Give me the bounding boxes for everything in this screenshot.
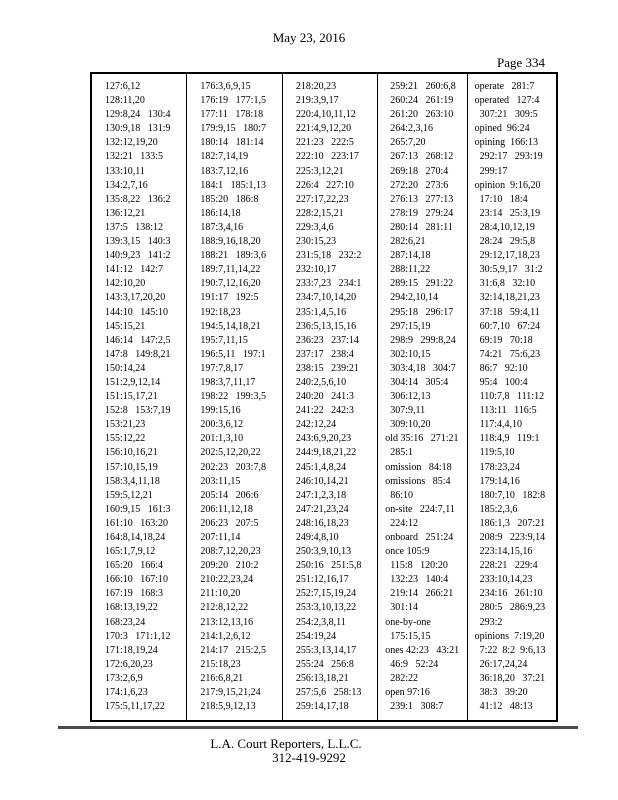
index-line: 302:10,15	[385, 348, 431, 360]
index-line: 211:10,20	[200, 588, 241, 600]
index-column-5	[467, 74, 556, 720]
index-line: 216:6,8,21	[200, 672, 244, 684]
index-line: 232:10,17	[295, 264, 337, 276]
index-line: 206:11,12,18	[200, 503, 253, 515]
index-line: 259:14,17,18	[295, 701, 349, 713]
index-line: 225:3,12,21	[295, 165, 344, 177]
index-line: 272:20 273:6	[385, 179, 449, 191]
index-line: 129:8,24 130:4	[105, 109, 171, 121]
index-line: 141:12 142:7	[105, 264, 164, 276]
index-line: 136:12,21	[105, 207, 146, 219]
index-line: 74:21 75:6,23	[474, 348, 541, 360]
index-line: 132:12,19,20	[105, 137, 158, 149]
index-line: 30:5,9,17 31:2	[474, 264, 543, 276]
index-line: 252:7,15,19,24	[295, 588, 357, 600]
index-line: 217:9,15,21,24	[200, 687, 261, 699]
index-line: 164:8,14,18,24	[105, 532, 166, 543]
index-line: ones 42:23 43:21	[385, 644, 460, 656]
index-line: 158:3,4,11,18	[105, 475, 160, 487]
index-column-3	[282, 74, 377, 720]
index-line: operate 281:7	[474, 81, 535, 92]
index-line: 307:21 309:5	[474, 109, 538, 121]
index-line: omissions 85:4	[385, 475, 451, 487]
index-line: 95:4 100:4	[474, 376, 528, 388]
index-line: 137:5 138:12	[105, 221, 164, 233]
index-line: 202:23 203:7,8	[200, 461, 266, 473]
index-line: opinions 7:19,20	[474, 630, 545, 642]
index-line: 190:7,12,16,20	[200, 278, 261, 290]
index-line: open 97:16	[385, 687, 430, 699]
index-line: 150:14,24	[105, 362, 146, 374]
index-line: 198:22 199:3,5	[200, 391, 266, 403]
index-line: 151:2,9,12,14	[105, 376, 161, 388]
index-line: 7:22 8:2 9:6,13	[474, 644, 546, 656]
index-line: 134:2,7,16	[105, 179, 148, 191]
index-line: 209:20 210:2	[200, 560, 259, 572]
index-line: 208:7,12,20,23	[200, 546, 261, 558]
index-line: 199:15,16	[200, 405, 241, 417]
index-line: 239:1 308:7	[385, 701, 444, 713]
index-line: 247:1,2,3,18	[295, 489, 347, 501]
index-line: 250:3,9,10,13	[295, 546, 352, 558]
index-line: 159:5,12,21	[105, 489, 153, 501]
index-line: 287:14,18	[385, 250, 431, 262]
index-line: 218:20,23	[295, 81, 337, 92]
index-line: 186:14,18	[200, 207, 241, 219]
index-line: 17:10 18:4	[474, 193, 528, 205]
index-line: 246:10,14,21	[295, 475, 349, 487]
index-line: 26:17,24,24	[474, 658, 528, 670]
index-line: 297:15,19	[385, 320, 431, 332]
index-line: 255:24 256:8	[295, 658, 354, 670]
index-line: 208:9 223:9,14	[474, 532, 546, 543]
index-line: 201:1,3,10	[200, 433, 244, 445]
reporter-phone-number: 312-419-9292	[272, 749, 346, 765]
index-line: 280:14 281:11	[385, 221, 453, 233]
index-line: 248:16,18,23	[295, 517, 349, 529]
index-line: 139:3,15 140:3	[105, 236, 171, 248]
index-line: 303:4,18 304:7	[385, 362, 456, 374]
index-line: on-site 224:7,11	[385, 503, 455, 515]
index-line: 242:12,24	[295, 419, 337, 431]
index-line: once 105:9	[385, 546, 430, 558]
index-line: 188:21 189:3,6	[200, 250, 266, 262]
index-line: 269:18 270:4	[385, 165, 449, 177]
index-line: 179:14,16	[474, 475, 520, 487]
index-line: 264:2,3,16	[385, 123, 433, 135]
index-line: 170:3 171:1,12	[105, 630, 171, 642]
index-line: 251:12,16,17	[295, 574, 349, 586]
index-line: 241:22 242:3	[295, 405, 354, 417]
index-line: 257:5,6 258:13	[295, 687, 362, 699]
index-line: 219:14 266:21	[385, 588, 454, 600]
index-line: 115:8 120:20	[385, 560, 448, 572]
index-line: 210:22,23,24	[200, 574, 254, 586]
index-line: 233:7,23 234:1	[295, 278, 362, 290]
index-line: 265:7,20	[385, 137, 426, 149]
index-line: 295:18 296:17	[385, 306, 454, 318]
index-line: 196:5,11 197:1	[200, 348, 266, 360]
index-line: 236:23 237:14	[295, 334, 359, 346]
index-line: 178:23,24	[474, 461, 520, 473]
word-index-table	[90, 72, 558, 722]
index-line: 228:2,15,21	[295, 207, 344, 219]
index-line: 142:10,20	[105, 278, 146, 290]
index-line: 194:5,14,18,21	[200, 320, 261, 332]
index-line: 250:16 251:5,8	[295, 560, 362, 572]
index-line: 223:14,15,16	[474, 546, 533, 558]
index-line: 151:15,17,21	[105, 391, 158, 403]
reporter-footer	[0, 737, 618, 764]
index-line: 256:13,18,21	[295, 672, 349, 684]
index-line: 130:9,18 131:9	[105, 123, 171, 135]
index-line: 304:14 305:4	[385, 376, 449, 388]
index-line: 145:15,21	[105, 320, 146, 332]
index-line: 214:1,2,6,12	[200, 630, 251, 642]
index-line: 155:12,22	[105, 433, 146, 445]
index-line: 240:20 241:3	[295, 391, 354, 403]
index-line: 267:13 268:12	[385, 151, 454, 163]
index-line: 160:9,15 161:3	[105, 503, 171, 515]
index-line: 259:21 260:6,8	[385, 81, 456, 92]
index-line: 289:15 291:22	[385, 278, 454, 290]
index-line: 183:7,12,16	[200, 165, 249, 177]
index-column-4	[377, 74, 466, 720]
index-line: 176:19 177:1,5	[200, 95, 266, 107]
index-line: 165:20 166:4	[105, 560, 164, 572]
index-line: onboard 251:24	[385, 532, 454, 543]
index-line: 174:1,6,23	[105, 687, 148, 699]
footer-divider-rule	[58, 726, 578, 729]
index-line: 86:7 92:10	[474, 362, 528, 374]
index-line: 261:20 263:10	[385, 109, 454, 121]
index-line: operated 127:4	[474, 95, 540, 107]
index-line: 219:3,9,17	[295, 95, 339, 107]
header-date: May 23, 2016	[272, 30, 346, 45]
index-line: 29:12,17,18,23	[474, 250, 540, 262]
index-line: 189:7,11,14,22	[200, 264, 261, 276]
index-line: opining 166:13	[474, 137, 538, 149]
index-line: 254:2,3,8,11	[295, 616, 346, 628]
index-line: 165:1,7,9,12	[105, 546, 156, 558]
index-line: 234:16 261:10	[474, 588, 543, 600]
page-number-label: Page 334	[496, 55, 545, 70]
index-line: 227:17,22,23	[295, 193, 349, 205]
index-line: 60:7,10 67:24	[474, 320, 541, 332]
index-line: 110:7,8 111:12	[474, 391, 545, 403]
index-line: 247:21,23,24	[295, 503, 349, 515]
index-line: 298:9 299:8,24	[385, 334, 456, 346]
index-line: 168:23,24	[105, 616, 146, 628]
index-line: 28:4,10,12,19	[474, 221, 535, 233]
index-line: 285:1	[385, 447, 413, 459]
index-line: 143:3,17,20,20	[105, 292, 166, 304]
index-line: 205:14 206:6	[200, 489, 259, 501]
index-line: 171:18,19,24	[105, 644, 158, 656]
index-column-1	[92, 74, 186, 720]
index-line: 309:10,20	[385, 419, 431, 431]
index-line: 175:5,11,17,22	[105, 701, 165, 713]
index-line: 231:5,18 232:2	[295, 250, 362, 262]
index-line: 206:23 207:5	[200, 517, 259, 529]
index-line: 221:23 222:5	[295, 137, 354, 149]
index-line: 278:19 279:24	[385, 207, 454, 219]
index-line: 288:11,22	[385, 264, 431, 276]
index-line: 191:17 192:5	[200, 292, 259, 304]
index-line: 282:22	[385, 672, 418, 684]
index-line: 168:13,19,22	[105, 602, 158, 614]
index-column-2	[186, 74, 281, 720]
index-line: 221:4,9,12,20	[295, 123, 352, 135]
index-line: 234:7,10,14,20	[295, 292, 357, 304]
index-line: 135:8,22 136:2	[105, 193, 171, 205]
index-line: 187:3,4,16	[200, 221, 244, 233]
index-line: 306:12,13	[385, 391, 431, 403]
index-line: 180:14 181:14	[200, 137, 264, 149]
index-line: 177:11 178:18	[200, 109, 264, 121]
index-line: 237:17 238:4	[295, 348, 354, 360]
index-line: 222:10 223:17	[295, 151, 359, 163]
index-line: 185:2,3,6	[474, 503, 518, 515]
index-line: 185:20 186:8	[200, 193, 259, 205]
index-line: 113:11 116:5	[474, 405, 537, 417]
index-line: 166:10 167:10	[105, 574, 169, 586]
index-line: 299:17	[474, 165, 508, 177]
index-line: 212:8,12,22	[200, 602, 249, 614]
index-line: 215:18,23	[200, 658, 241, 670]
index-line: 37:18 59:4,11	[474, 306, 540, 318]
index-line: 254:19,24	[295, 630, 337, 642]
index-line: 276:13 277:13	[385, 193, 454, 205]
index-line: 243:6,9,20,23	[295, 433, 352, 445]
index-line: 36:18,20 37:21	[474, 672, 546, 684]
index-line: 41:12 48:13	[474, 701, 533, 713]
index-line: 175:15,15	[385, 630, 431, 642]
index-line: 132:23 140:4	[385, 574, 449, 586]
index-line: 238:15 239:21	[295, 362, 359, 374]
index-line: 203:11,15	[200, 475, 241, 487]
index-line: 260:24 261:19	[385, 95, 454, 107]
index-line: 179:9,15 180:7	[200, 123, 266, 135]
index-line: 249:4,8,10	[295, 532, 339, 543]
index-line: 244:9,18,21,22	[295, 447, 357, 459]
index-line: 253:3,10,13,22	[295, 602, 357, 614]
index-line: 132:21 133:5	[105, 151, 164, 163]
index-line: 224:12	[385, 517, 418, 529]
index-line: opined 96:24	[474, 123, 530, 135]
index-line: 157:10,15,19	[105, 461, 158, 473]
index-line: 214:17 215:2,5	[200, 644, 266, 656]
index-line: omission 84:18	[385, 461, 452, 473]
index-line: 245:1,4,8,24	[295, 461, 347, 473]
index-line: 118:4,9 119:1	[474, 433, 540, 445]
index-line: 195:7,11,15	[200, 334, 248, 346]
index-line: 280:5 286:9,23	[474, 602, 546, 614]
index-line: 192:18,23	[200, 306, 241, 318]
index-line: 133:10,11	[105, 165, 145, 177]
index-line: old 35:16 271:21	[385, 433, 459, 445]
index-line: 69:19 70:18	[474, 334, 533, 346]
index-line: 186:1,3 207:21	[474, 517, 546, 529]
index-line: 200:3,6,12	[200, 419, 244, 431]
index-line: 293:2	[474, 616, 503, 628]
index-line: 128:11,20	[105, 95, 145, 107]
index-line: 46:9 52:24	[385, 658, 439, 670]
index-line: 32:14,18,21,23	[474, 292, 540, 304]
index-line: 184:1 185:1,13	[200, 179, 266, 191]
index-line: 307:9,11	[385, 405, 426, 417]
index-line: 213:12,13,16	[200, 616, 254, 628]
index-line: 119:5,10	[474, 447, 515, 459]
index-line: 233:10,14,23	[474, 574, 533, 586]
index-line: 228:21 229:4	[474, 560, 538, 572]
index-line: 226:4 227:10	[295, 179, 354, 191]
index-line: 31:6,8 32:10	[474, 278, 536, 290]
index-line: 218:5,9,12,13	[200, 701, 256, 713]
index-line: 152:8 153:7,19	[105, 405, 171, 417]
index-line: 207:11,14	[200, 532, 241, 543]
index-line: 28:24 29:5,8	[474, 236, 536, 248]
index-line: 292:17 293:19	[474, 151, 543, 163]
index-line: 229:3,4,6	[295, 221, 334, 233]
index-line: one-by-one	[385, 616, 431, 628]
index-line: 301:14	[385, 602, 418, 614]
index-line: opinion 9:16,20	[474, 179, 541, 191]
index-line: 255:3,13,14,17	[295, 644, 357, 656]
index-line: 144:10 145:10	[105, 306, 169, 318]
index-line: 236:5,13,15,16	[295, 320, 357, 332]
index-line: 156:10,16,21	[105, 447, 158, 459]
index-line: 230:15,23	[295, 236, 337, 248]
index-line: 282:6,21	[385, 236, 426, 248]
index-line: 146:14 147:2,5	[105, 334, 171, 346]
index-line: 235:1,4,5,16	[295, 306, 347, 318]
index-line: 127:6,12	[105, 81, 141, 92]
index-line: 172:6,20,23	[105, 658, 153, 670]
index-line: 198:3,7,11,17	[200, 376, 256, 388]
index-line: 202:5,12,20,22	[200, 447, 261, 459]
index-line: 182:7,14,19	[200, 151, 249, 163]
index-line: 176:3,6,9,15	[200, 81, 251, 92]
index-line: 220:4,10,11,12	[295, 109, 356, 121]
index-line: 197:7,8,17	[200, 362, 244, 374]
index-line: 38:3 39:20	[474, 687, 528, 699]
index-line: 153:21,23	[105, 419, 146, 431]
index-line: 140:9,23 141:2	[105, 250, 171, 262]
index-line: 161:10 163:20	[105, 517, 169, 529]
index-line: 294:2,10,14	[385, 292, 438, 304]
index-line: 173:2,6,9	[105, 672, 143, 684]
index-line: 240:2,5,6,10	[295, 376, 347, 388]
index-line: 117:4,4,10	[474, 419, 523, 431]
index-line: 167:19 168:3	[105, 588, 164, 600]
index-line: 180:7,10 182:8	[474, 489, 546, 501]
index-line: 86:10	[385, 489, 413, 501]
index-line: 147:8 149:8,21	[105, 348, 171, 360]
index-line: 23:14 25:3,19	[474, 207, 541, 219]
reporter-company-name: L.A. Court Reporters, L.L.C.	[210, 736, 362, 751]
index-line: 188:9,16,18,20	[200, 236, 261, 248]
